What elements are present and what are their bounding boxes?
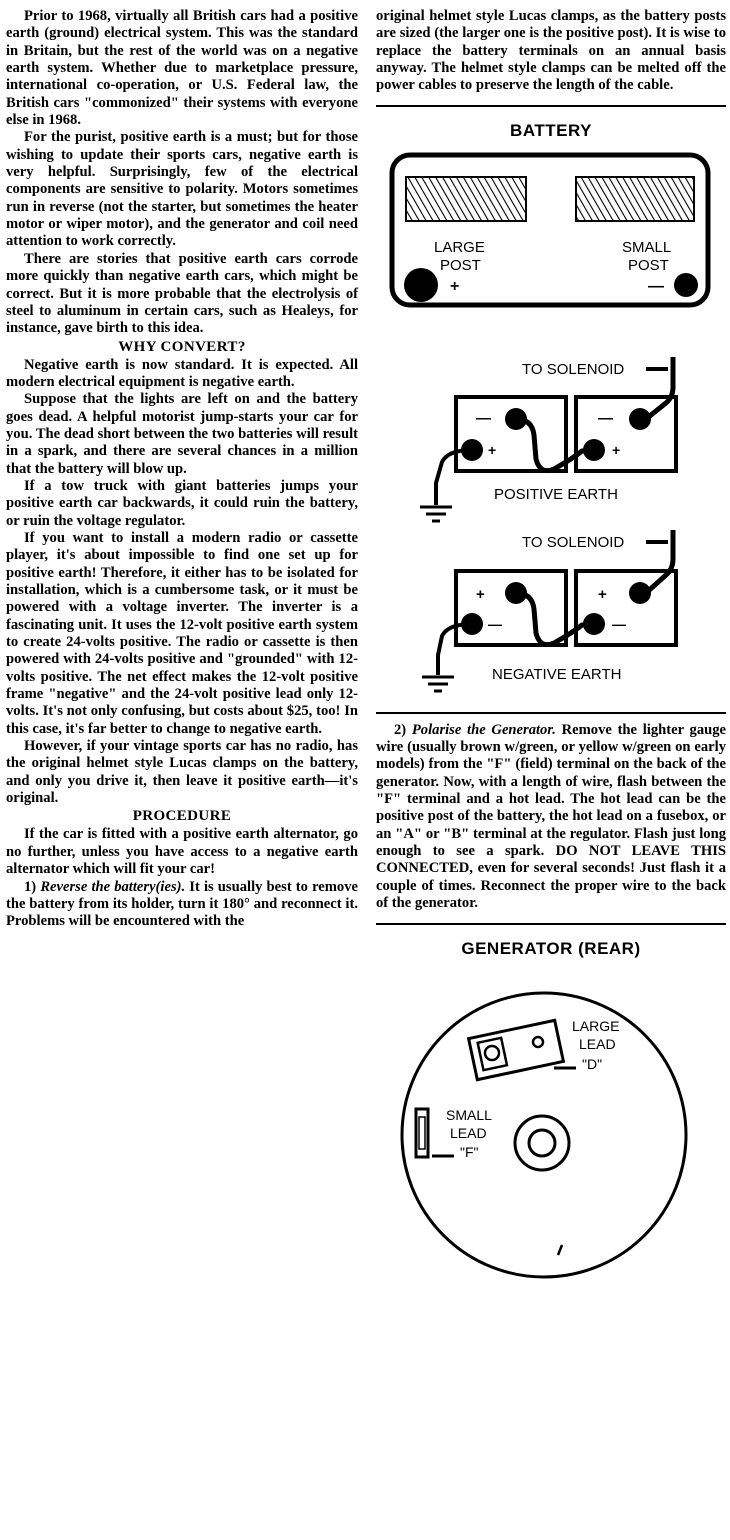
ne-left-plus: + [476, 585, 485, 603]
paragraph-step-1 [6, 879, 358, 931]
ne-left-minus: — [488, 615, 502, 632]
pe-right-plus: + [612, 441, 621, 458]
large-lead-label-1: LARGE [572, 1017, 620, 1034]
pe-right-minus: — [598, 409, 613, 427]
large-post-label-2: POST [440, 256, 481, 274]
pe-left-minus: — [476, 409, 491, 427]
generator-figure [376, 965, 726, 1305]
paragraph-corrosion: There are stories that positive earth cars corrode more quickly than negative earth cars, which might be correct. But it is more probable that the electrolysis of steel to aluminum in certain cars, such as Healeys, for instance, gave birth to this idea. [6, 250, 358, 337]
small-post [674, 273, 698, 297]
ne-ground-icon [422, 677, 454, 691]
positive-earth-label: POSITIVE EARTH [494, 485, 618, 503]
large-lead-terminal [469, 1020, 564, 1079]
paragraph-radio: If you want to install a modern radio or cassette player, it's about impossible to find one set up for positive earth! Therefore, it either has to be isolated for installation, which is a cumbersome task, or it must be powered with a voltage inverter. The inverter is a fascinating unit. It uses the 12-volt positive earth system to create 24-volts positive. The radio or cassette is then powered with 24-volts positive and "grounded" with 12-volts positive. The net effect makes the 12-volt positive frame "negative" and the 24-volt positive lead only 12-volts. It's not only confusing, but costs about $25, too! In this case, it's far better to change to negative earth. [6, 529, 358, 737]
step-1-number: 1) [24, 878, 37, 895]
solenoid-lead-2 [646, 530, 673, 593]
step-2-number: 2) [394, 721, 407, 738]
left-column [6, 8, 358, 931]
small-lead-label-1: SMALL [446, 1106, 492, 1123]
to-solenoid-label-1: TO SOLENOID [522, 360, 625, 378]
battery-figure [376, 147, 726, 707]
battery-cap-right [576, 177, 694, 221]
pe-right-neg-post [629, 408, 651, 430]
large-lead-label-3: "D" [582, 1055, 603, 1072]
small-lead-label-2: LEAD [450, 1124, 487, 1141]
paragraph-jump-start: Suppose that the lights are left on and the battery goes dead. A helpful motorist jump-starts your car for you. The dead short between the two batteries will result in a spark, and there are several chances in a million that the battery will blow up. [6, 391, 358, 477]
pe-link-wire [516, 419, 594, 471]
step-2-heading: Polarise the Generator. [411, 721, 556, 738]
heading-why-convert: WHY CONVERT? [118, 338, 246, 355]
ne-right-plus: + [598, 585, 607, 603]
small-lead-terminal [416, 1109, 428, 1157]
large-lead-label-2: LEAD [579, 1035, 616, 1052]
to-solenoid-label-2: TO SOLENOID [522, 533, 625, 551]
divider-top [376, 105, 726, 107]
small-lead-label-3: "F" [460, 1143, 479, 1160]
ne-right-pos-post [629, 582, 651, 604]
step-1-heading: Reverse the battery(ies). [40, 878, 186, 895]
paragraph-vintage: However, if your vintage sports car has no radio, has the original helmet style Lucas clamps on the battery, and only you drive it, then leave it positive earth—it's original. [6, 738, 358, 807]
small-post-label-1: SMALL [622, 238, 672, 256]
generator-mark [558, 1245, 562, 1255]
step-1-body: It is usually best to remove the battery from its holder, turn it 180° and reconnect it. Problems will be encountered with the [6, 878, 359, 930]
paragraph-alternator: If the car is fitted with a positive earth alternator, go no further, unless you have access to a negative earth alternator which will fit your car! [6, 826, 358, 878]
small-post-label-2: POST [628, 256, 669, 274]
large-post [404, 268, 438, 302]
generator-shaft-inner [529, 1130, 555, 1156]
ne-right-minus: — [612, 615, 626, 632]
paragraph-intro: Prior to 1968, virtually all British cars had a positive earth (ground) electrical system. This was the standard in Britain, but the rest of the world was on a negative earth system. Whether due to marketplace pressure, international co-operation, or U.S. Federal law, the British cars "commonized" their systems with everyone else in 1968. [6, 8, 358, 129]
paragraph-tow-truck: If a tow truck with giant batteries jumps your positive earth car backwards, it could ruin the battery, or ruin the voltage regulator. [6, 477, 358, 529]
pe-ground-icon [420, 507, 452, 521]
divider-middle [376, 712, 726, 714]
paragraph-continued: original helmet style Lucas clamps, as the battery posts are sized (the larger one is the positive post). It is wise to replace the battery terminals on an annual basis anyway. The helmet style clamps can be melted off the power cables to preserve the length of the cable. [376, 8, 726, 94]
heading-procedure: PROCEDURE [132, 808, 232, 825]
step-2-body: Remove the lighter gauge wire (usually brown w/green, or yellow w/green on early models) from the "F" (field) terminal on the back of the generator. Now, with a length of wire, flash between the "F" terminal and a hot lead. The hot lead can be the positive post of the battery, the hot lead on a fusebox, or an "A" or "B" terminal at the regulator. Flash just long enough to see a spark. DO NOT LEAVE THIS CONNECTED, even for several seconds! Just flash it a couple of times. Reconnect the proper wire to the back of the generator. [376, 721, 727, 912]
paragraph-step-2 [376, 722, 726, 913]
negative-earth-label: NEGATIVE EARTH [492, 665, 622, 683]
large-post-plus: + [450, 277, 460, 295]
paragraph-purist: For the purist, positive earth is a must; but for those wishing to update their sports cars, negative earth is very helpful. Surprisingly, few of the electrical components are sensitive to polarity. Motors sometimes run in reverse (not the starter, but sometimes the heater motor or wiper motor), and the generator and coil need attention to work correctly. [6, 129, 358, 250]
large-post-label-1: LARGE [434, 238, 485, 256]
small-post-minus: — [648, 277, 664, 295]
paragraph-standard: Negative earth is now standard. It is expected. All modern electrical equipment is negative earth. [6, 356, 358, 390]
generator-figure-title: GENERATOR (REAR) [461, 938, 641, 958]
battery-figure-title: BATTERY [510, 120, 592, 140]
ne-link-wire [516, 593, 594, 645]
divider-bottom [376, 923, 726, 925]
solenoid-lead-1 [646, 357, 673, 419]
generator-shaft-outer [515, 1116, 569, 1170]
pe-left-plus: + [488, 441, 497, 458]
right-column [376, 8, 726, 1310]
battery-cap-left [406, 177, 526, 221]
